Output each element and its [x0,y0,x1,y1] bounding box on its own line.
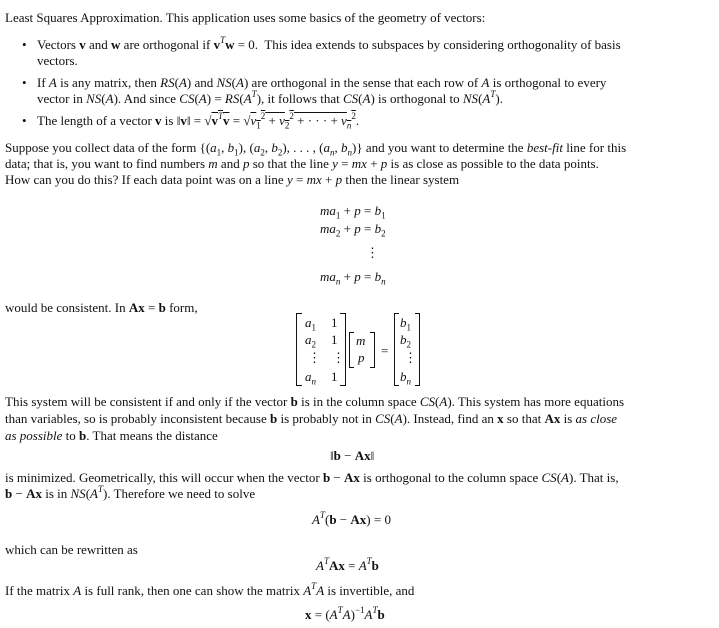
rewritten-text: which can be rewritten as [5,542,138,557]
bullet-marker: • [22,113,27,128]
matrix-vdots: ⋮ [308,350,321,365]
para2-line3: as possible to b. That means the distance [5,428,218,443]
equals-sign: = [381,343,389,358]
matrix-a2: $a_2$ [305,332,316,350]
system-eq-n: $ma_n + p = b_n$ [320,269,386,287]
bullet-marker: • [22,37,27,52]
matrix-one: 1 [331,332,338,347]
para3-line1: is minimized. Geometrically, this will occur when the vector b − Ax is orthogonal to the column space CS(A). That is, [5,470,619,485]
bullet-1-cont: vectors. [37,53,78,68]
bullet-2-cont: vector in NS(A). And since $CS(A) = RS(A^T)$, it follows that CS(A) is orthogonal to $NS(A^T)$. [37,88,503,106]
right-bracket [370,332,375,368]
solution-equation: $x = (A^TA)^{-1}A^Tb$ [305,604,385,622]
left-bracket [349,332,354,368]
para2-line2: than variables, so is probably inconsistent because b is probably not in CS(A). Instead, find an x so that Ax is as close [5,411,618,426]
normal-equation-2: $A^TAx = A^Tb$ [316,555,379,573]
matrix-vdots: ⋮ [332,350,345,365]
matrix-one: 1 [331,369,338,384]
system-eq-2: $ma_2 + p = b_2$ [320,221,386,239]
system-vdots: ⋮ [366,245,379,260]
vector-x [349,332,375,368]
para3-line2: b − Ax is in $NS(A^T)$. Therefore we need to solve [5,483,256,501]
vector-b [394,313,420,386]
para1-line1: Suppose you collect data of the form {($a_1$, $b_1$), ($a_2$, $b_2$), . . . , ($a_n$, $b_n$)} and you want to determine the best-fit line for this [5,140,627,158]
consistent-text: would be consistent. In Ax = b form, [5,300,198,315]
matrix-an: $a_n$ [305,369,316,387]
bullet-2: If A is any matrix, then RS(A) and NS(A) are orthogonal in the sense that each row of A is orthogonal to every [37,75,607,90]
matrix-a1: $a_1$ [305,315,316,333]
bullet-1: Vectors v and w are orthogonal if $v^Tw = 0$. This idea extends to subspaces by considering orthogonality of basis [37,34,621,52]
vector-b1: $b_1$ [400,315,411,333]
para1-line2: data; that is, you want to find numbers m and p so that the line y = mx + p is as close as possible to the data points. [5,156,599,171]
distance-equation: ‖b − Ax‖ [330,448,375,463]
normal-equation-1: $A^T(b - Ax) = 0$ [312,509,391,527]
bullet-3: The length of a vector v is ‖v‖ = $√v^Tv = √v_1^2 + v_2^2$ + · · · + $v_n^2$. [37,110,360,131]
vector-x-p: p [358,350,365,365]
vector-b2: $b_2$ [400,332,411,350]
vector-bn: $b_n$ [400,369,411,387]
left-bracket [296,313,302,386]
vector-x-m: m [356,333,366,348]
para1-line3: How can you do this? If each data point was on a line y = mx + p then the linear system [5,172,460,187]
left-bracket [394,313,399,386]
intro-line [5,9,713,26]
vector-vdots: ⋮ [404,350,417,365]
bullet-marker: • [22,75,27,90]
intro-text: This application uses some basics of the geometry of vectors: [165,10,486,25]
matrix-one: 1 [331,315,338,330]
system-eq-1: $ma_1 + p = b_1$ [320,203,386,221]
matrix-A [296,313,346,386]
section-heading: Least Squares Approximation. [5,10,163,25]
fullrank-text: If the matrix A is full rank, then one can show the matrix $A^TA$ is invertible, and [5,580,415,598]
para2-line1: This system will be consistent if and only if the vector b is in the column space CS(A). This system has more equations [5,394,625,409]
